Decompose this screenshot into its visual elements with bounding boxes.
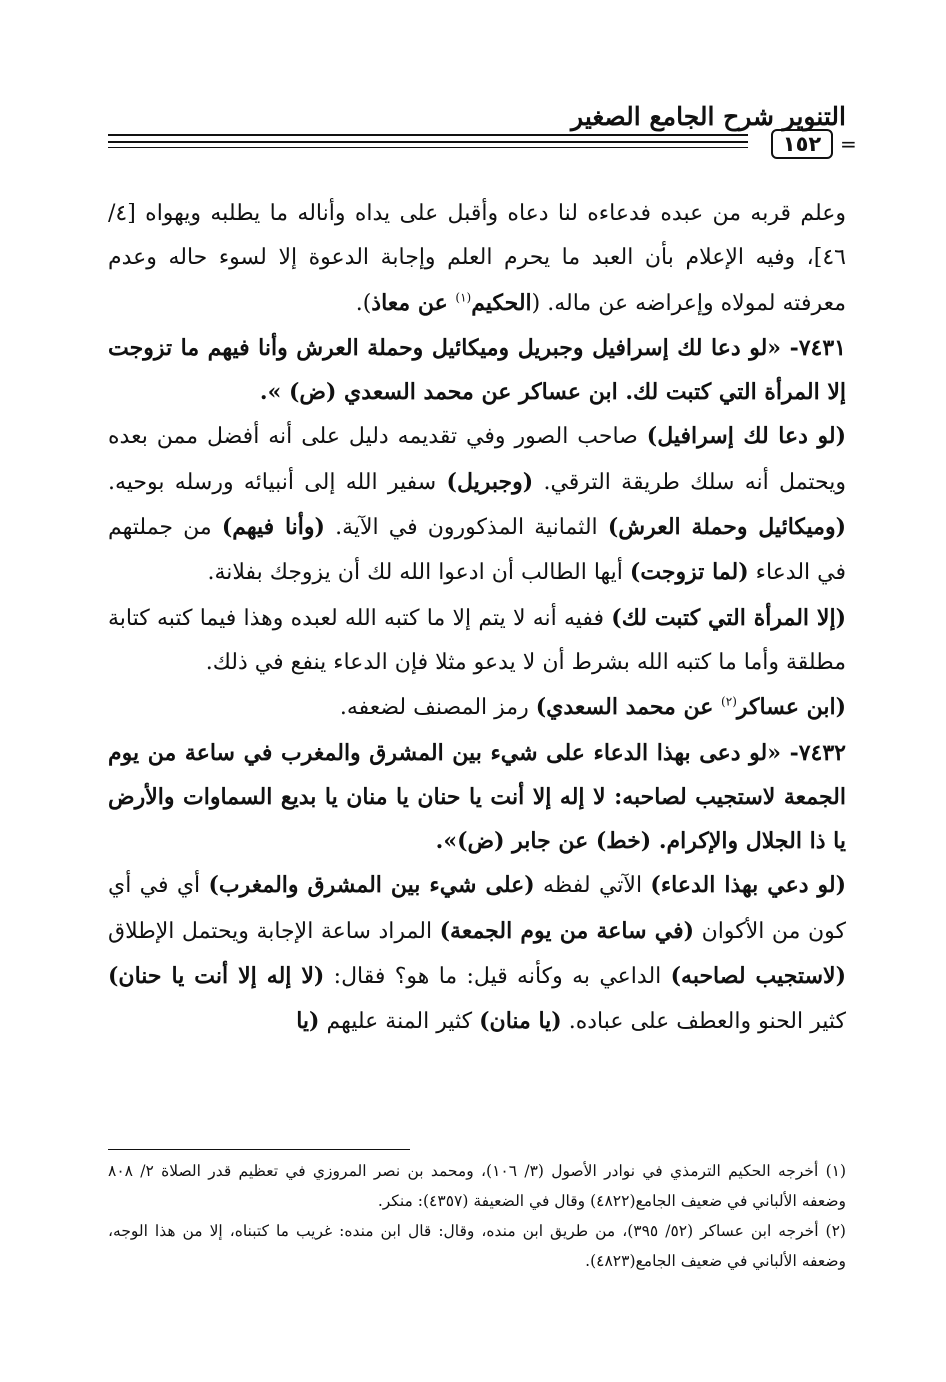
page-number: ١٥٢: [771, 129, 833, 159]
main-text: [108, 192, 846, 1045]
quoted-term: (وأنا فيهم): [221, 514, 325, 541]
commentary-paragraph: [108, 685, 846, 730]
quoted-term: (لو دعي بهذا الدعاء): [650, 872, 846, 899]
source-name: عن معاذ: [371, 289, 456, 316]
footnote-separator: [108, 1149, 410, 1150]
text-run: المراد ساعة الإجابة ويحتمل الإطلاق: [108, 918, 440, 944]
text-run: أي في أي كون من الأكوان: [108, 873, 846, 944]
footnote-ref: (١): [455, 290, 472, 305]
commentary-paragraph: [108, 414, 846, 595]
text-run: أيها الطالب أن ادعوا الله لك أن يزوجك بفلانة.: [207, 560, 630, 586]
text-run: من جملتهم في الدعاء: [108, 515, 846, 586]
text-run: كثير الحنو والعطف على عباده.: [561, 1009, 846, 1035]
text-run: سفير الله إلى أنبيائه ورسله بوحيه.: [108, 469, 447, 495]
header-rule: [108, 134, 748, 136]
quoted-term: (إلا المرأة التي كتبت لك): [611, 604, 847, 631]
book-page: [108, 92, 857, 1332]
commentary-paragraph: [108, 596, 846, 686]
footnote-2: (٢) أخرجه ابن عساكر (٥٢/ ٣٩٥)، من طريق ابن منده، وقال: قال ابن منده: غريب ما كتبناه، إلا من هذا الوجه، وضعفه الألباني في ضعيف الجامع(٤٨٢٣).: [108, 1222, 846, 1270]
text-run: الآتي لفظه: [534, 873, 651, 899]
page-number-marker: =: [840, 132, 857, 156]
quoted-term: (لو دعا لك إسرافيل): [646, 423, 846, 450]
quoted-term: (على شيء بين المشرق والمغرب): [208, 872, 535, 899]
quoted-term: (لما تزوجت): [629, 559, 749, 586]
footnote-1: (١) أخرجه الحكيم الترمذي في نوادر الأصول (٣/ ١٠٦)، ومحمد بن نصر المروزي في تعظيم قدر الصلاة ٢/ ٨٠٨ وضعفه الألباني في ضعيف الجامع(٤٨٢٢) وقال في الضعيفة (٤٣٥٧): منكر.: [108, 1162, 847, 1210]
header-rule: [108, 141, 748, 143]
footnotes: [108, 1156, 846, 1276]
text-run: صاحب الصور وفي تقديمه دليل على أنه أفضل ممن بعده ويحتمل أنه سلك طريقة الترقي.: [108, 424, 846, 495]
header-rule: [108, 147, 748, 148]
footnote-ref: (٢): [721, 694, 737, 709]
source-name: الحكيم: [471, 289, 532, 316]
paragraph: [108, 192, 846, 326]
quoted-term: (ابن عساكر: [736, 694, 846, 721]
running-header-title: التنوير شرح الجامع الصغير: [571, 102, 846, 131]
quoted-term: (وجبريل): [446, 468, 534, 495]
quoted-term: (لا إله إلا أنت يا حنان): [108, 963, 325, 990]
text-run: الثمانية المذكورون في الآية.: [324, 515, 608, 541]
quoted-term: عن محمد السعدي): [535, 694, 722, 721]
quoted-term: (في ساعة من يوم الجمعة): [439, 917, 695, 944]
text-run: ففيه أنه لا يتم إلا ما كتبه الله لعبده وهذا فيما كتبه كتابة مطلقة وأما ما كتبه الله بشرط أن لا يدعو مثلا فإن الدعاء ينفع في ذلك.: [108, 605, 846, 675]
hadith-7432: ٧٤٣٢- «لو دعى بهذا الدعاء على شيء بين المشرق والمغرب في ساعة من يوم الجمعة لاستجيب لصاحبه: لا إله إلا أنت يا حنان يا منان يا بديع السماوات والأرض يا ذا الجلال والإكرام. (خط) عن جابر (ض)».: [108, 739, 846, 855]
quoted-term: (يا منان): [479, 1008, 562, 1035]
text-run: رمز المصنف لضعفه.: [339, 695, 536, 721]
commentary-paragraph: [108, 863, 846, 1044]
text-run: ).: [355, 290, 372, 316]
quoted-term: (وميكائيل وحملة العرش): [607, 514, 846, 541]
text-run: الداعي به وكأنه قيل: ما هو؟ فقال:: [324, 964, 671, 990]
hadith-7431: ٧٤٣١- «لو دعا لك إسرافيل وجبريل وميكائيل وحملة العرش وأنا فيهم ما تزوجت إلا المرأة التي كتبت لك. ابن عساكر عن محمد السعدي (ض) ».: [108, 334, 846, 406]
text-run: وعلم قربه من عبده فدعاءه لنا دعاه وأقبل على يداه وأناله ما يطلبه ويهواه [٤/ ٤٦]، وفيه الإعلام بأن العبد ما يحرم العلم وإجابة الدعوة إلا لسوء حاله وعدم معرفته لمولاه وإعراضه عن ماله. (: [108, 201, 846, 316]
quoted-term: (يا: [296, 1008, 320, 1035]
text-run: كثير المنة عليهم: [319, 1009, 480, 1035]
quoted-term: (لاستجيب لصاحبه): [670, 963, 846, 990]
